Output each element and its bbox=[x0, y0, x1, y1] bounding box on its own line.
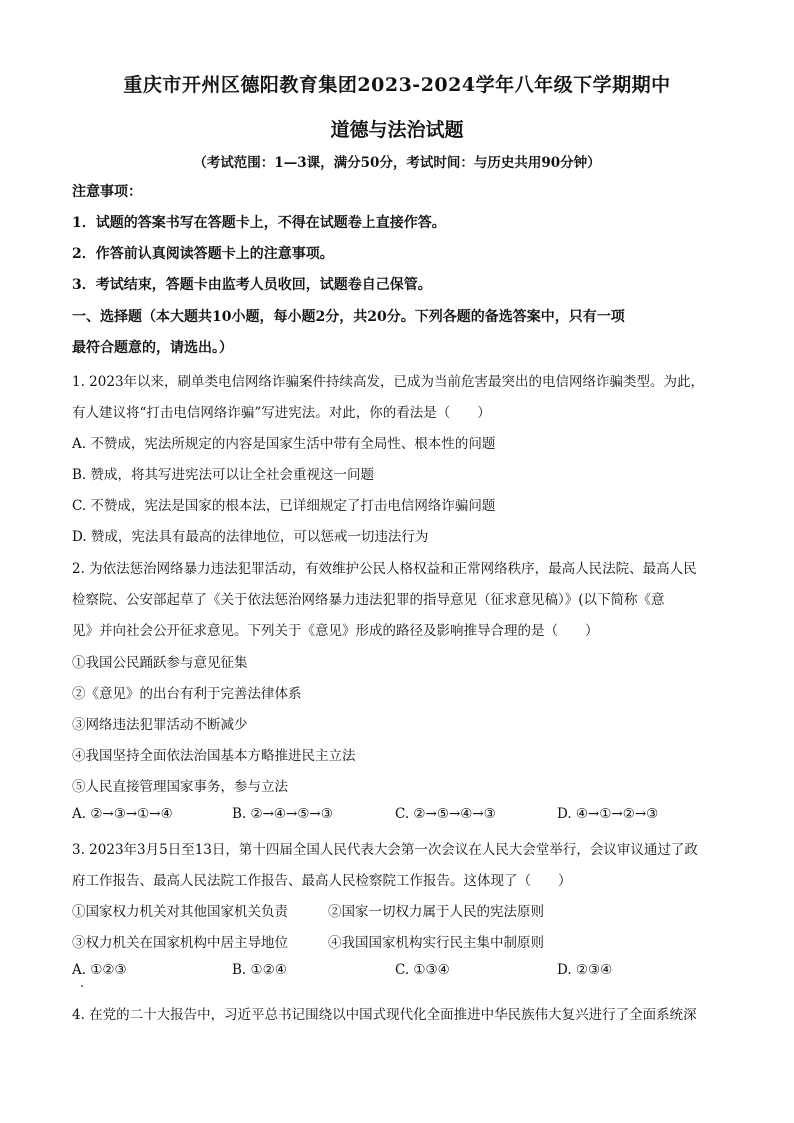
q3-item-1: ①国家权力机关对其他国家机关负责 bbox=[72, 904, 288, 920]
exam-title-line2: 道德与法治试题 bbox=[330, 119, 464, 141]
q1-stem-cont: 有人建议将“打击电信网络诈骗”写进宪法。对此，你的看法是（ ） bbox=[72, 405, 491, 421]
exam-scope: （考试范围：1—3课，满分50分，考试时间：与历史共用90分钟） bbox=[193, 155, 601, 171]
q2-stem-cont2: 见》并向社会公开征求意见。下列关于《意见》形成的路径及影响推导合理的是（ ） bbox=[72, 623, 599, 639]
q2-item-5: ⑤人民直接管理国家事务，参与立法 bbox=[72, 779, 288, 795]
q2-option-a: A. ②→③→①→④ bbox=[72, 806, 173, 822]
q2-item-2: ②《意见》的出台有利于完善法律体系 bbox=[72, 686, 302, 702]
exam-title-line1: 重庆市开州区德阳教育集团2023-2024学年八年级下学期期中 bbox=[123, 74, 671, 96]
q2-option-b: B. ②→④→⑤→③ bbox=[232, 806, 333, 822]
stray-dot bbox=[81, 985, 83, 987]
q3-item-3: ③权力机关在国家机构中居主导地位 bbox=[72, 935, 288, 951]
section1-heading: 一、选择题（本大题共10小题，每小题2分，共20分。下列各题的备选答案中，只有一项 bbox=[72, 309, 625, 325]
q3-stem-cont: 府工作报告、最高人民法院工作报告、最高人民检察院工作报告。这体现了（ ） bbox=[72, 873, 572, 889]
q1-option-d: D. 赞成，宪法具有最高的法律地位，可以惩戒一切违法行为 bbox=[72, 529, 429, 545]
q1-stem: 1. 2023年以来，刷单类电信网络诈骗案件持续高发，已成为当前危害最突出的电信网络诈骗类型。为此， bbox=[72, 374, 705, 390]
q2-stem-cont: 检察院、公安部起草了《关于依法惩治网络暴力违法犯罪的指导意见（征求意见稿）》(以下简称《意 bbox=[72, 592, 665, 608]
note-item-1: 1．试题的答案书写在答题卡上，不得在试题卷上直接作答。 bbox=[72, 215, 446, 231]
section1-heading-cont: 最符合题意的，请选出。） bbox=[72, 340, 233, 356]
notes-heading: 注意事项： bbox=[72, 184, 142, 200]
q3-item-4: ④我国国家机构实行民主集中制原则 bbox=[328, 935, 544, 951]
q3-stem: 3. 2023年3月5日至13日，第十四届全国人民代表大会第一次会议在人民大会堂举行，会议审议通过了政 bbox=[72, 842, 698, 858]
q2-item-1: ①我国公民踊跃参与意见征集 bbox=[72, 655, 248, 671]
q2-option-c: C. ②→⑤→④→③ bbox=[395, 806, 496, 822]
q3-option-a: A. ①②③ bbox=[72, 962, 127, 978]
note-item-2: 2．作答前认真阅读答题卡上的注意事项。 bbox=[72, 246, 334, 262]
q1-option-c: C. 不赞成，宪法是国家的根本法，已详细规定了打击电信网络诈骗问题 bbox=[72, 498, 496, 514]
q3-option-b: B. ①②④ bbox=[232, 962, 287, 978]
q3-option-c: C. ①③④ bbox=[395, 962, 450, 978]
q2-stem: 2. 为依法惩治网络暴力违法犯罪活动，有效维护公民人格权益和正常网络秩序，最高人民法院、最高人民 bbox=[72, 561, 697, 577]
q3-option-d: D. ②③④ bbox=[557, 962, 613, 978]
note-item-3: 3．考试结束，答题卡由监考人员收回，试题卷自己保管。 bbox=[72, 277, 432, 293]
q1-option-b: B. 赞成，将其写进宪法可以让全社会重视这一问题 bbox=[72, 467, 375, 483]
q2-option-d: D. ④→①→②→③ bbox=[557, 806, 659, 822]
q3-item-2: ②国家一切权力属于人民的宪法原则 bbox=[328, 904, 544, 920]
q1-option-a: A. 不赞成，宪法所规定的内容是国家生活中带有全局性、根本性的问题 bbox=[72, 436, 496, 452]
q2-item-3: ③网络违法犯罪活动不断减少 bbox=[72, 717, 248, 733]
q2-item-4: ④我国坚持全面依法治国基本方略推进民主立法 bbox=[72, 748, 356, 764]
q4-stem: 4. 在党的二十大报告中，习近平总书记围绕以中国式现代化全面推进中华民族伟大复兴进行了全面系统深 bbox=[72, 1007, 697, 1023]
